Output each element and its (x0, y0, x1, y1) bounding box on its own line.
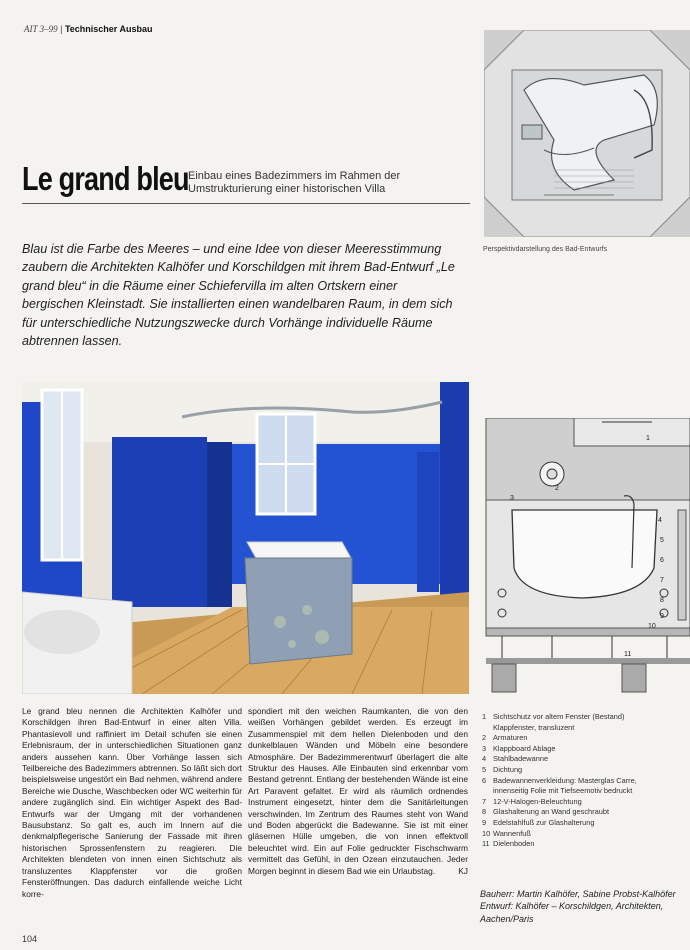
drawing-label-9: 9 (660, 613, 664, 620)
body-column-2 (248, 706, 468, 877)
drawing-label-5: 5 (660, 537, 664, 544)
credits-design: Entwurf: Kalhöfer – Korschildgen, Architekten, Aachen/Paris (480, 901, 664, 924)
running-header: AIT 3–99 | Technischer Ausbau (24, 24, 153, 34)
legend-item: 1 Sichtschutz vor altem Fenster (Bestand) (482, 712, 625, 721)
drawing-legend (482, 712, 682, 850)
section-drawing (482, 418, 690, 698)
legend-item: 3 Klappboard Ablage (482, 743, 556, 753)
body-column-2-text: spondiert mit den weichen Raumkanten, die von den weißen Vorhängen gebildet werden. Es erzeugt im Zusammenspiel mit dem hellen Dielenboden und den dunkelblauen Wänden und Möbeln eine besondere Atmosphäre. Der Badezimmerentwurf überlagert die alte Struktur des Hauses. Alle Einbauten sind erkennbar vom Bestand getrennt. Entlang der bestehenden Wände ist eine Art Paravent gefaltet. Er wird als räumlich ordnendes Instrument eingesetzt, hinter dem die Sanitärleitungen verschwinden. Im Zentrum des Raumes steht von Wand und Boden abgerückt die Badewanne. Sie ist mit einer gläsernen Hülle umgeben, die von innen effektvoll beleuchtet wird. Ein auf Folie gedruckter Fischschwarm vermittelt das Gefühl, in den Ozean einzutauchen. Jeder Morgen beginnt in diesem Bad wie ein Urlaubstag. (248, 706, 468, 876)
legend-item: 8 Glashalterung an Wand geschraubt (482, 807, 609, 817)
legend-item: 11 Dielenboden (482, 839, 535, 849)
drawing-label-3: 3 (510, 495, 514, 502)
author-signature: KJ (458, 865, 468, 876)
drawing-label-1: 1 (646, 435, 650, 442)
legend-item: innenseitig Folie mit Tiefseemotiv bedruckt (493, 786, 633, 796)
title-divider (22, 203, 470, 204)
drawing-label-8: 8 (660, 597, 664, 604)
body-column-1: Le grand bleu nennen die Architekten Kalhöfer und Korschildgen ihren Bad-Entwurf in einer alten Villa. Phantasievoll und raffiniert im Detail schufen sie einen Erlebnisraum, der in unterschiedlichen Situationen ganz anders aussehen kann. Über Vorhänge lassen sich Teilbereiche des Badezimmers abtrennen. So läßt sich dort beispielsweise ungestört ein Bad nehmen, während andere Bereiche wie Dusche, Waschbecken oder WC weiterhin für andere zugänglich sind. Ein wichtiger Aspekt des Bad-Entwurfs war der Umgang mit der vorhandenen Bausubstanz. So galt es, auch im Innern auf die denkmalpflegerische Sanierung der Fassade mit ihren historischen Sprossenfenstern zu reagieren. Die Architekten blendeten von innen einen Sichtschutz als transluzentes Klappfenster vor die großen Fensteröffnungen. Das dadurch einfallende weiche Licht korre- (22, 706, 242, 899)
page-number: 104 (22, 934, 38, 944)
perspective-caption: Perspektivdarstellung des Bad-Entwurfs (483, 246, 608, 253)
drawing-label-4: 4 (658, 517, 662, 524)
drawing-label-2: 2 (555, 485, 559, 492)
legend-item: 7 12-V-Halogen-Beleuchtung (482, 796, 582, 806)
magazine-issue: AIT 3–99 (24, 24, 58, 34)
section-name: Technischer Ausbau (64, 24, 153, 34)
legend-item: 2 Armaturen (482, 733, 528, 743)
drawing-label-11: 11 (624, 651, 632, 658)
drawing-label-6: 6 (660, 557, 664, 564)
article-title: Le grand bleu (22, 160, 189, 197)
legend-item: 9 Edelstahlfuß zur Glashalterung (482, 817, 595, 827)
legend-item: 10 Wannenfuß (482, 828, 531, 838)
article-subtitle: Einbau eines Badezimmers im Rahmen der Umstrukturierung einer historischen Villa (188, 170, 401, 195)
legend-item: 4 Stahlbadewanne (482, 754, 549, 764)
drawing-label-10: 10 (648, 623, 656, 630)
perspective-drawing (484, 30, 690, 237)
lead-paragraph: Blau ist die Farbe des Meeres – und eine Idee von dieser Meeresstimmung zaubern die Architekten Kalhöfer und Korschildgen mit ihrem Bad-Entwurf „Le grand bleu“ in die Räume einer Schiefervilla im alten Ortskern einer bergischen Kleinstadt. Sie installierten einen wandelbaren Raum, in dem sich für unterschiedliche Nutzungszwecke durch Vorhänge individuelle Räume abtrennen lassen. (22, 242, 455, 349)
credits-owner: Bauherr: Martin Kalhöfer, Sabine Probst-Kalhöfer (480, 889, 676, 899)
legend-item: 5 Dichtung (482, 764, 523, 774)
project-credits (480, 888, 690, 925)
legend-item: Klappfenster, transluzent (493, 722, 575, 732)
bathroom-photo (22, 382, 469, 694)
legend-item: 6 Badewannenverkleidung: Masterglas Carre, (482, 775, 637, 785)
drawing-label-7: 7 (660, 577, 664, 584)
